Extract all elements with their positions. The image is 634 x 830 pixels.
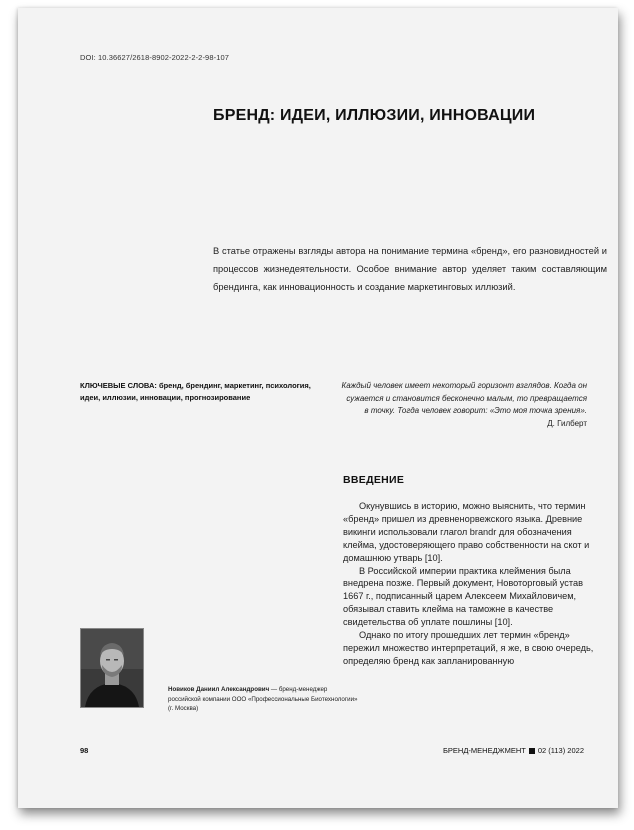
epigraph bbox=[340, 380, 587, 430]
paragraph: Однако по итогу прошедших лет термин «бренд» пережил множество интерпретаций, я же, в свою очередь, определяю бренд как запланированную bbox=[343, 630, 594, 666]
body-text bbox=[343, 500, 601, 668]
author-portrait-icon bbox=[81, 629, 143, 707]
author-photo bbox=[80, 628, 144, 708]
square-icon bbox=[529, 748, 535, 754]
author-description: — бренд-менеджер российской компании ООО «Профессиональные Биотехнологии» (г. Москва) bbox=[168, 686, 358, 712]
doi: DOI: 10.36627/2618-8902-2022-2-2-98-107 bbox=[80, 53, 230, 62]
paragraph: В Российской империи практика клеймения была внедрена позже. Первый документ, Новоторговый устав 1667 г., подписанный царем Алексеем Михайловичем, обязывал ставить клейма на таможне в качестве свидетельства об уплате пошлины [10]. bbox=[343, 565, 583, 628]
keywords: КЛЮЧЕВЫЕ СЛОВА: бренд, брендинг, маркетинг, психология, идеи, иллюзии, инновации, прогнозирование bbox=[80, 381, 311, 402]
article-title: БРЕНД: ИДЕИ, ИЛЛЮЗИИ, ИННОВАЦИИ bbox=[213, 107, 536, 124]
journal-page bbox=[18, 8, 618, 808]
epigraph-author: Д. Гилберт bbox=[547, 418, 587, 428]
author-name: Новиков Даниил Александрович bbox=[168, 686, 270, 693]
section-heading: ВВЕДЕНИЕ bbox=[343, 474, 405, 486]
journal-issue: 02 (113) 2022 bbox=[537, 746, 584, 755]
abstract: В статье отражены взгляды автора на понимание термина «бренд», его разновидностей и процессов жизнедеятельности. Особое внимание автор уделяет таким составляющим брендинга, как инновационность и создание маркетинговых иллюзий. bbox=[213, 246, 607, 292]
epigraph-quote: Каждый человек имеет некоторый горизонт взглядов. Когда он сужается и становится бесконечно малым, то превращается в точку. Тогда человек говорит: «Это моя точка зрения». bbox=[341, 381, 587, 415]
journal-name: БРЕНД-МЕНЕДЖМЕНТ bbox=[443, 746, 526, 755]
author-info bbox=[168, 685, 358, 714]
paragraph: Окунувшись в историю, можно выяснить, что термин «бренд» пришел из древненорвежского языка. Древние викинги использовали глагол brandr для обозначения клейма, удостоверяющего право собственности на скот и домашнюю утварь [10]. bbox=[343, 501, 590, 563]
page-number: 98 bbox=[80, 746, 89, 755]
journal-footer bbox=[443, 746, 584, 755]
